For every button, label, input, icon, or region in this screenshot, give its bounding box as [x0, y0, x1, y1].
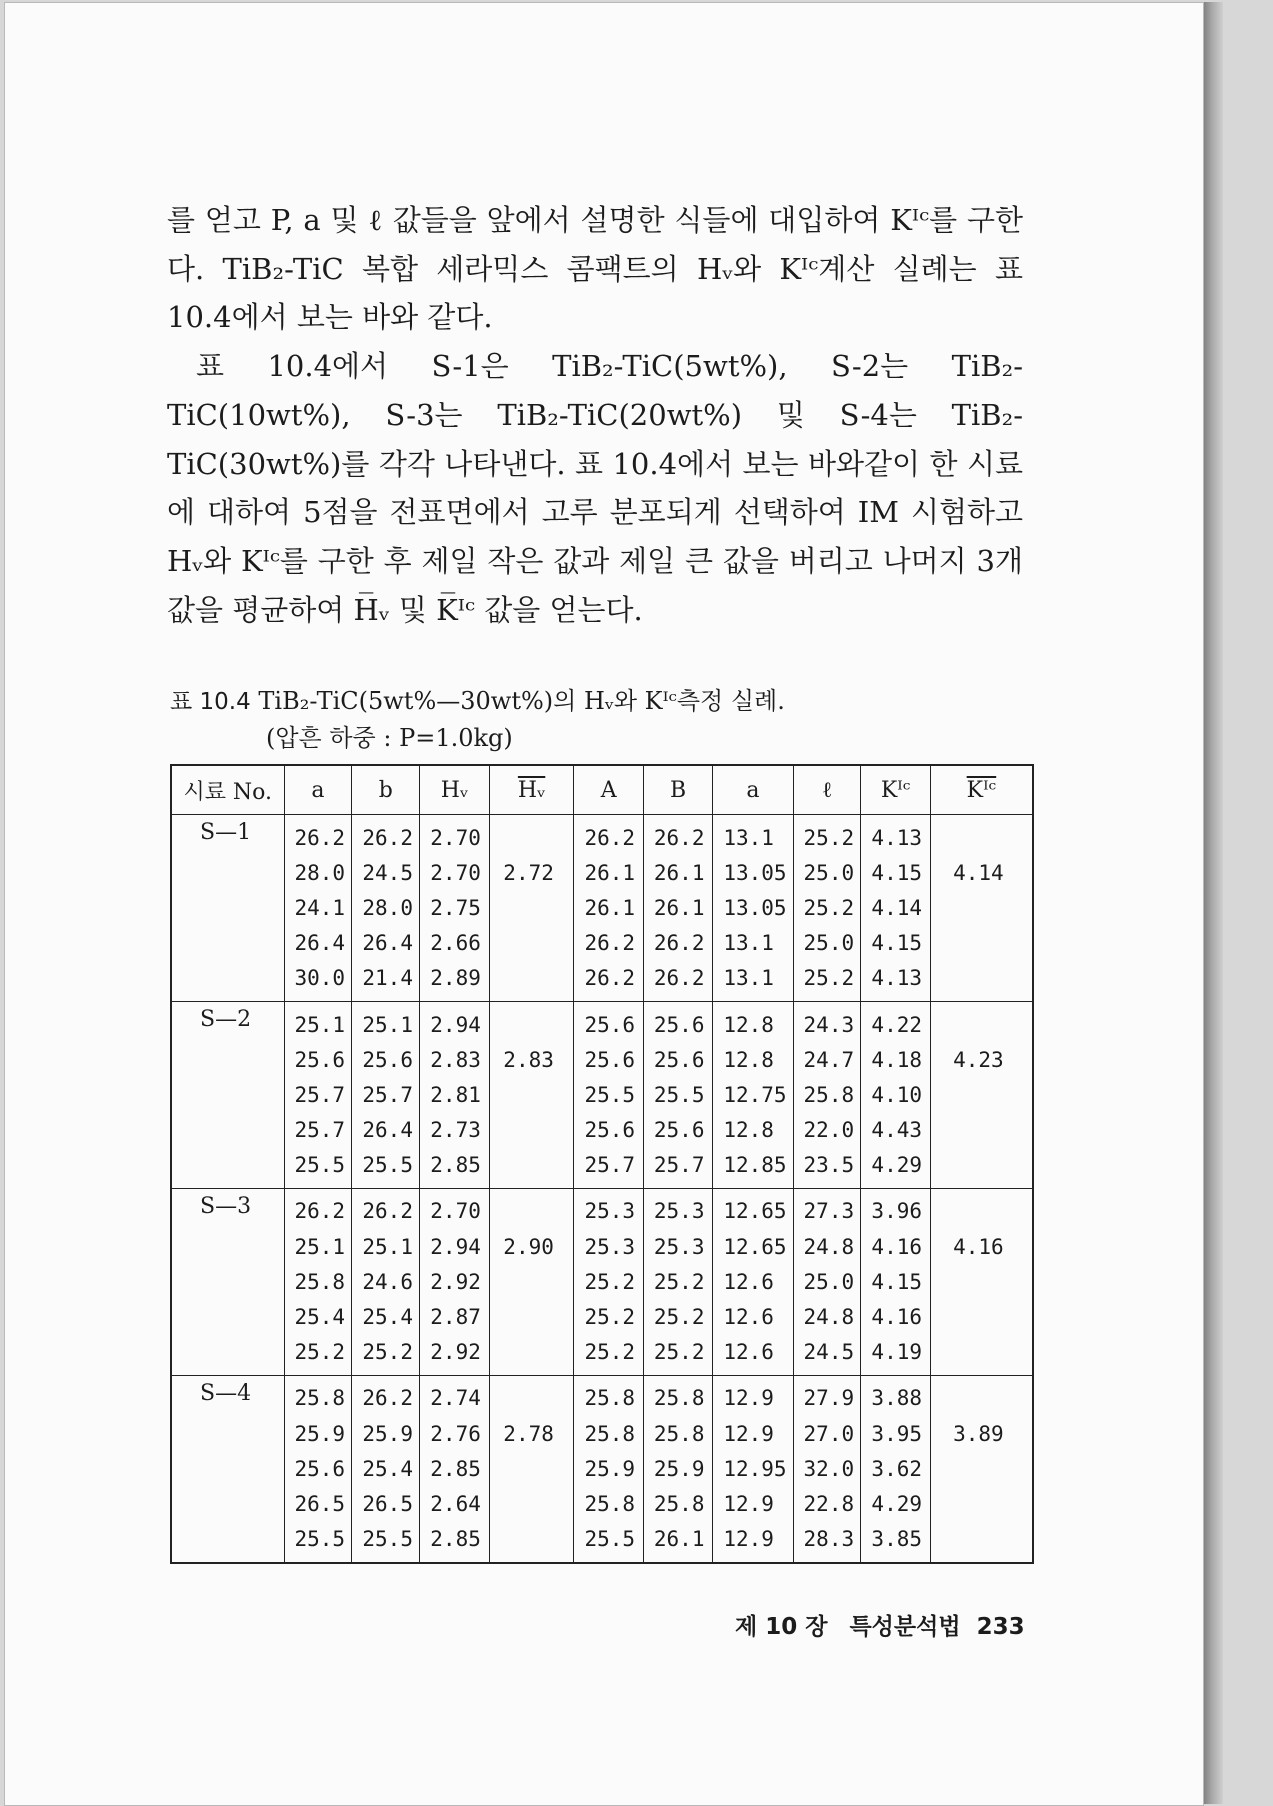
table-row — [171, 961, 1033, 1002]
cell-B: 25.5 — [643, 1077, 712, 1112]
cell-hv: 2.75 — [420, 890, 489, 925]
hv-mean: 2.78 — [489, 1375, 574, 1486]
cell-kic: 4.15 — [861, 855, 930, 890]
header-kic-mean: $\overline{Kᴵᶜ}$ — [930, 765, 1033, 815]
table-row — [171, 1375, 1033, 1416]
table-row — [171, 1042, 1033, 1077]
cell-A: 25.6 — [574, 1113, 643, 1148]
cell-kic: 3.88 — [861, 1375, 930, 1416]
header-a: a — [284, 765, 352, 815]
cell-B: 26.2 — [643, 926, 712, 961]
cell-A: 25.5 — [574, 1522, 643, 1563]
table-row — [171, 1451, 1033, 1486]
cell-hv: 2.85 — [420, 1522, 489, 1563]
cell-l: 23.5 — [793, 1148, 861, 1189]
cell-A: 25.2 — [574, 1335, 643, 1376]
cell-b: 24.5 — [352, 855, 420, 890]
cell-hv: 2.70 — [420, 855, 489, 890]
cell-l: 25.2 — [793, 961, 861, 1002]
cell-B: 25.8 — [643, 1375, 712, 1416]
sample-id: S—4 — [171, 1375, 284, 1562]
cell-A: 25.6 — [574, 1001, 643, 1042]
cell-A: 25.8 — [574, 1416, 643, 1451]
cell-a: 25.8 — [284, 1264, 352, 1299]
page-number: 233 — [976, 1614, 1025, 1640]
cell-b: 25.2 — [352, 1335, 420, 1376]
cell-hv: 2.85 — [420, 1148, 489, 1189]
cell-B: 25.8 — [643, 1416, 712, 1451]
cell-B: 25.7 — [643, 1148, 712, 1189]
cell-a2: 13.1 — [713, 815, 793, 856]
cell-kic: 4.19 — [861, 1335, 930, 1376]
cell-b: 25.4 — [352, 1299, 420, 1334]
cell-a2: 13.05 — [713, 855, 793, 890]
cell-B: 25.9 — [643, 1451, 712, 1486]
cell-A: 25.8 — [574, 1486, 643, 1521]
hv-mean-empty — [489, 1486, 574, 1562]
cell-l: 28.3 — [793, 1522, 861, 1563]
footer-section: 특성분석법 — [849, 1614, 961, 1640]
cell-a2: 12.8 — [713, 1042, 793, 1077]
cell-hv: 2.94 — [420, 1229, 489, 1264]
table-row — [171, 1229, 1033, 1264]
cell-l: 27.3 — [793, 1188, 861, 1229]
cell-kic: 4.13 — [861, 961, 930, 1002]
cell-hv: 2.94 — [420, 1001, 489, 1042]
cell-a: 26.5 — [284, 1486, 352, 1521]
cell-a: 25.5 — [284, 1522, 352, 1563]
cell-B: 25.3 — [643, 1229, 712, 1264]
cell-hv: 2.81 — [420, 1077, 489, 1112]
table-row — [171, 855, 1033, 890]
cell-A: 26.1 — [574, 890, 643, 925]
hv-mean-empty — [489, 1299, 574, 1375]
cell-b: 28.0 — [352, 890, 420, 925]
cell-B: 26.2 — [643, 815, 712, 856]
sample-id: S—2 — [171, 1001, 284, 1188]
table-row — [171, 815, 1033, 856]
header-b: b — [352, 765, 420, 815]
hv-mean: 2.90 — [489, 1188, 574, 1299]
cell-l: 24.3 — [793, 1001, 861, 1042]
cell-b: 25.7 — [352, 1077, 420, 1112]
footer-chapter: 제 10 장 — [735, 1614, 828, 1640]
cell-a2: 12.95 — [713, 1451, 793, 1486]
cell-l: 25.0 — [793, 855, 861, 890]
cell-b: 21.4 — [352, 961, 420, 1002]
table-row — [171, 1486, 1033, 1521]
cell-l: 24.5 — [793, 1335, 861, 1376]
cell-a2: 13.1 — [713, 961, 793, 1002]
cell-l: 27.9 — [793, 1375, 861, 1416]
cell-B: 25.8 — [643, 1486, 712, 1521]
cell-kic: 4.18 — [861, 1042, 930, 1077]
cell-hv: 2.92 — [420, 1335, 489, 1376]
cell-a2: 12.65 — [713, 1229, 793, 1264]
cell-A: 26.1 — [574, 855, 643, 890]
cell-a2: 12.9 — [713, 1375, 793, 1416]
cell-b: 25.1 — [352, 1001, 420, 1042]
header-hv: Hᵥ — [420, 765, 489, 815]
cell-kic: 4.16 — [861, 1299, 930, 1334]
cell-hv: 2.64 — [420, 1486, 489, 1521]
cell-A: 25.6 — [574, 1042, 643, 1077]
cell-a: 25.8 — [284, 1375, 352, 1416]
kic-mean: 4.23 — [930, 1001, 1033, 1112]
cell-b: 26.4 — [352, 926, 420, 961]
cell-hv: 2.92 — [420, 1264, 489, 1299]
table-row — [171, 1113, 1033, 1148]
cell-b: 26.4 — [352, 1113, 420, 1148]
cell-b: 25.6 — [352, 1042, 420, 1077]
cell-a2: 13.1 — [713, 926, 793, 961]
table-body — [171, 815, 1033, 1563]
cell-l: 24.8 — [793, 1299, 861, 1334]
header-a2: a — [713, 765, 793, 815]
cell-A: 25.8 — [574, 1375, 643, 1416]
cell-hv: 2.85 — [420, 1451, 489, 1486]
cell-a2: 12.85 — [713, 1148, 793, 1189]
hv-mean-empty — [489, 1113, 574, 1189]
cell-a: 25.6 — [284, 1042, 352, 1077]
cell-hv: 2.70 — [420, 815, 489, 856]
cell-B: 26.1 — [643, 890, 712, 925]
header-kic: Kᴵᶜ — [861, 765, 930, 815]
cell-A: 26.2 — [574, 926, 643, 961]
cell-b: 26.2 — [352, 1188, 420, 1229]
cell-a2: 12.75 — [713, 1077, 793, 1112]
cell-a: 26.2 — [284, 815, 352, 856]
cell-a: 25.2 — [284, 1335, 352, 1376]
cell-l: 27.0 — [793, 1416, 861, 1451]
cell-kic: 4.22 — [861, 1001, 930, 1042]
table-row — [171, 1188, 1033, 1229]
table-caption — [170, 683, 1030, 756]
header-hv-mean: $\overline{Hᵥ}$ — [489, 765, 574, 815]
cell-A: 25.2 — [574, 1264, 643, 1299]
hv-mean-empty — [489, 926, 574, 1002]
body-text — [167, 196, 1023, 634]
cell-a: 30.0 — [284, 961, 352, 1002]
cell-a: 24.1 — [284, 890, 352, 925]
cell-a2: 12.8 — [713, 1001, 793, 1042]
kic-mean: 3.89 — [930, 1375, 1033, 1486]
cell-a: 26.2 — [284, 1188, 352, 1229]
cell-kic: 3.85 — [861, 1522, 930, 1563]
cell-hv: 2.66 — [420, 926, 489, 961]
header-A: A — [574, 765, 643, 815]
cell-kic: 4.29 — [861, 1148, 930, 1189]
kic-mean-empty — [930, 1486, 1033, 1562]
cell-l: 25.0 — [793, 1264, 861, 1299]
cell-kic: 3.62 — [861, 1451, 930, 1486]
cell-B: 26.1 — [643, 1522, 712, 1563]
cell-a: 25.7 — [284, 1113, 352, 1148]
table-title: TiB₂-TiC(5wt%—30wt%)의 Hᵥ와 Kᴵᶜ측정 실례. — [258, 687, 785, 715]
cell-hv: 2.73 — [420, 1113, 489, 1148]
cell-hv: 2.76 — [420, 1416, 489, 1451]
cell-a2: 12.6 — [713, 1264, 793, 1299]
table-row — [171, 890, 1033, 925]
sample-id: S—1 — [171, 815, 284, 1002]
cell-b: 25.4 — [352, 1451, 420, 1486]
cell-B: 26.1 — [643, 855, 712, 890]
cell-A: 25.5 — [574, 1077, 643, 1112]
cell-a: 25.5 — [284, 1148, 352, 1189]
cell-l: 25.2 — [793, 890, 861, 925]
cell-l: 25.8 — [793, 1077, 861, 1112]
cell-a: 25.1 — [284, 1001, 352, 1042]
cell-B: 25.2 — [643, 1299, 712, 1334]
cell-a2: 12.9 — [713, 1486, 793, 1521]
header-B: B — [643, 765, 712, 815]
cell-hv: 2.87 — [420, 1299, 489, 1334]
cell-l: 22.8 — [793, 1486, 861, 1521]
cell-A: 25.2 — [574, 1299, 643, 1334]
table-row — [171, 926, 1033, 961]
cell-B: 26.2 — [643, 961, 712, 1002]
cell-a2: 12.65 — [713, 1188, 793, 1229]
kic-mean: 4.16 — [930, 1188, 1033, 1299]
cell-kic: 4.29 — [861, 1486, 930, 1521]
cell-a2: 12.9 — [713, 1522, 793, 1563]
cell-kic: 3.95 — [861, 1416, 930, 1451]
header-sample-no: 시료 No. — [171, 765, 284, 815]
cell-A: 25.7 — [574, 1148, 643, 1189]
cell-a2: 12.6 — [713, 1299, 793, 1334]
cell-b: 26.2 — [352, 815, 420, 856]
table-subtitle: (압흔 하중 : P=1.0kg) — [266, 724, 513, 752]
kic-mean-empty — [930, 926, 1033, 1002]
cell-a: 25.1 — [284, 1229, 352, 1264]
cell-b: 25.9 — [352, 1416, 420, 1451]
cell-kic: 4.10 — [861, 1077, 930, 1112]
hv-mean: 2.83 — [489, 1001, 574, 1112]
hv-mean: 2.72 — [489, 815, 574, 926]
table-row — [171, 1416, 1033, 1451]
cell-kic: 4.15 — [861, 926, 930, 961]
cell-l: 24.8 — [793, 1229, 861, 1264]
cell-b: 25.5 — [352, 1522, 420, 1563]
cell-l: 32.0 — [793, 1451, 861, 1486]
cell-A: 25.3 — [574, 1188, 643, 1229]
cell-B: 25.6 — [643, 1001, 712, 1042]
cell-B: 25.6 — [643, 1042, 712, 1077]
cell-kic: 4.16 — [861, 1229, 930, 1264]
cell-b: 25.5 — [352, 1148, 420, 1189]
cell-hv: 2.70 — [420, 1188, 489, 1229]
cell-A: 25.3 — [574, 1229, 643, 1264]
cell-a: 26.4 — [284, 926, 352, 961]
cell-kic: 4.15 — [861, 1264, 930, 1299]
cell-b: 26.5 — [352, 1486, 420, 1521]
table-row — [171, 1148, 1033, 1189]
table-row — [171, 1264, 1033, 1299]
table-row — [171, 1001, 1033, 1042]
cell-hv: 2.89 — [420, 961, 489, 1002]
page-footer — [735, 1608, 1035, 1641]
sample-id: S—3 — [171, 1188, 284, 1375]
cell-a2: 12.6 — [713, 1335, 793, 1376]
kic-mean-empty — [930, 1113, 1033, 1189]
cell-l: 24.7 — [793, 1042, 861, 1077]
paragraph-1: 를 얻고 P, a 및 ℓ 값들을 앞에서 설명한 식들에 대입하여 Kᴵᶜ를 구한다. TiB₂-TiC 복합 세라믹스 콤팩트의 Hᵥ와 Kᴵᶜ계산 실례는 표 10.4에서 보는 바와 같다. — [167, 203, 1023, 335]
cell-A: 25.9 — [574, 1451, 643, 1486]
cell-b: 25.1 — [352, 1229, 420, 1264]
cell-hv: 2.74 — [420, 1375, 489, 1416]
cell-a: 28.0 — [284, 855, 352, 890]
cell-a2: 13.05 — [713, 890, 793, 925]
cell-l: 25.0 — [793, 926, 861, 961]
cell-b: 26.2 — [352, 1375, 420, 1416]
page-edge-shadow — [1203, 2, 1223, 1804]
paragraph-2: 표 10.4에서 S-1은 TiB₂-TiC(5wt%), S-2는 TiB₂-TiC(10wt%), S-3는 TiB₂-TiC(20wt%) 및 S-4는 TiB₂-TiC(30wt%)를 각각 나타낸다. 표 10.4에서 보는 바와같이 한 시료에 대하여 5점을 전표면에서 고루 분포되게 선택하여 IM 시험하고 Hᵥ와 Kᴵᶜ를 구한 후 제일 작은 값과 제일 큰 값을 버리고 나머지 3개 값을 평균하여 H̅ᵥ 및 K̅ᴵᶜ 값을 얻는다. — [167, 349, 1023, 627]
cell-kic: 4.13 — [861, 815, 930, 856]
measurement-table — [170, 764, 1034, 1564]
table-row — [171, 1522, 1033, 1563]
cell-hv: 2.83 — [420, 1042, 489, 1077]
cell-l: 22.0 — [793, 1113, 861, 1148]
kic-mean-empty — [930, 1299, 1033, 1375]
cell-B: 25.2 — [643, 1335, 712, 1376]
cell-B: 25.2 — [643, 1264, 712, 1299]
cell-A: 26.2 — [574, 815, 643, 856]
table-row — [171, 1335, 1033, 1376]
cell-a: 25.6 — [284, 1451, 352, 1486]
cell-a2: 12.9 — [713, 1416, 793, 1451]
table-number: 표 10.4 — [170, 689, 251, 715]
kic-mean: 4.14 — [930, 815, 1033, 926]
cell-kic: 4.43 — [861, 1113, 930, 1148]
table-row — [171, 1077, 1033, 1112]
cell-a: 25.9 — [284, 1416, 352, 1451]
cell-a: 25.4 — [284, 1299, 352, 1334]
cell-b: 24.6 — [352, 1264, 420, 1299]
cell-A: 26.2 — [574, 961, 643, 1002]
table-row — [171, 1299, 1033, 1334]
cell-B: 25.3 — [643, 1188, 712, 1229]
cell-a: 25.7 — [284, 1077, 352, 1112]
table-header-row — [171, 765, 1033, 815]
cell-l: 25.2 — [793, 815, 861, 856]
cell-B: 25.6 — [643, 1113, 712, 1148]
cell-kic: 4.14 — [861, 890, 930, 925]
cell-kic: 3.96 — [861, 1188, 930, 1229]
header-l: ℓ — [793, 765, 861, 815]
cell-a2: 12.8 — [713, 1113, 793, 1148]
